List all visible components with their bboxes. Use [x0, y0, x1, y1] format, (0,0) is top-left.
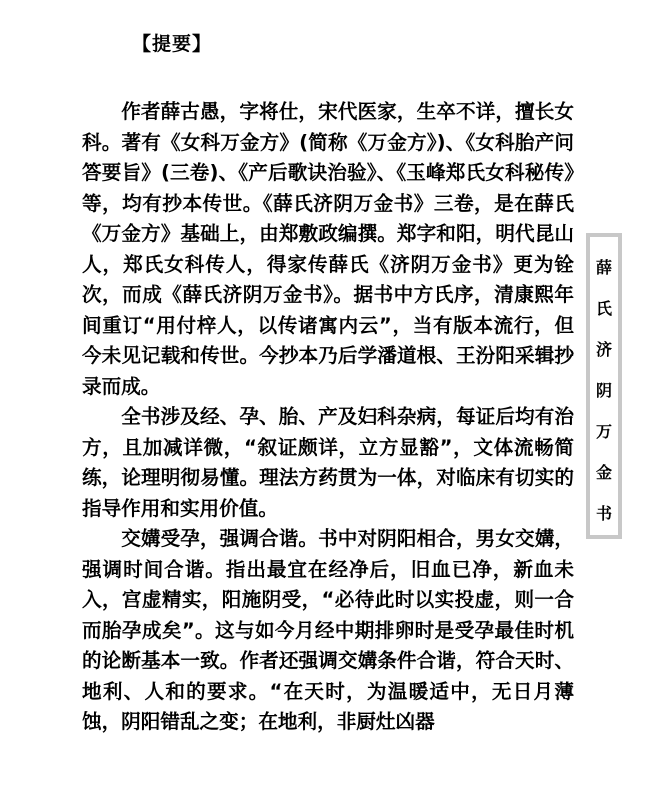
- book-title-side-tab: [586, 233, 622, 539]
- side-tab-char: 氏: [595, 299, 612, 318]
- body-text: [82, 97, 574, 738]
- side-tab-char: 薛: [595, 258, 612, 277]
- side-tab-char: 济: [595, 340, 612, 359]
- paragraph-conception: 交媾受孕，强调合谐。书中对阴阳相合，男女交媾，强调时间合谐。指出最宜在经净后，旧血已净，新血未入，宫虚精实，阳施阴受，“必待此时以实投虚，则一合而胎孕成矣”。这与如今月经中期排卵时是受孕最佳时机的论断基本一致。作者还强调交媾条件合谐，符合天时、地利、人和的要求。“在天时，为温暖适中，无日月薄蚀，阴阳错乱之变；在地利，非厨灶凶器: [82, 527, 574, 733]
- side-tab-char: 阴: [595, 381, 612, 400]
- side-tab-char: 金: [595, 463, 612, 482]
- paragraph-author-intro: 作者薛古愚，字将仕，宋代医家，生卒不详，擅长女科。著有《女科万金方》(简称《万金方》)、《女科胎产问答要旨》(三卷)、《产后歌诀治验》、《玉峰郑氏女科秘传》等，均有抄本传世。《薛氏济阴万金书》三卷，是在薛氏《万金方》基础上，由郑敷政编撰。郑字和阳，明代昆山人，郑氏女科传人，得家传薛氏《济阴万金书》更为铨次，而成《薛氏济阴万金书》。据书中方氏序，清康熙年间重订“用付梓人，以传诸寓内云”，当有版本流行，但今未见记载和传世。今抄本乃后学潘道根、王汾阳采辑抄录而成。: [82, 100, 574, 398]
- side-tab-char: 书: [595, 504, 612, 523]
- section-heading: 【提要】: [132, 33, 213, 55]
- side-tab-char: 万: [595, 422, 612, 441]
- paragraph-content-summary: 全书涉及经、孕、胎、产及妇科杂病，每证后均有治方，且加减详微，“叙证颇详，立方显豁”，文体流畅简练，论理明彻易懂。理法方药贯为一体，对临床有切实的指导作用和实用价值。: [82, 405, 574, 520]
